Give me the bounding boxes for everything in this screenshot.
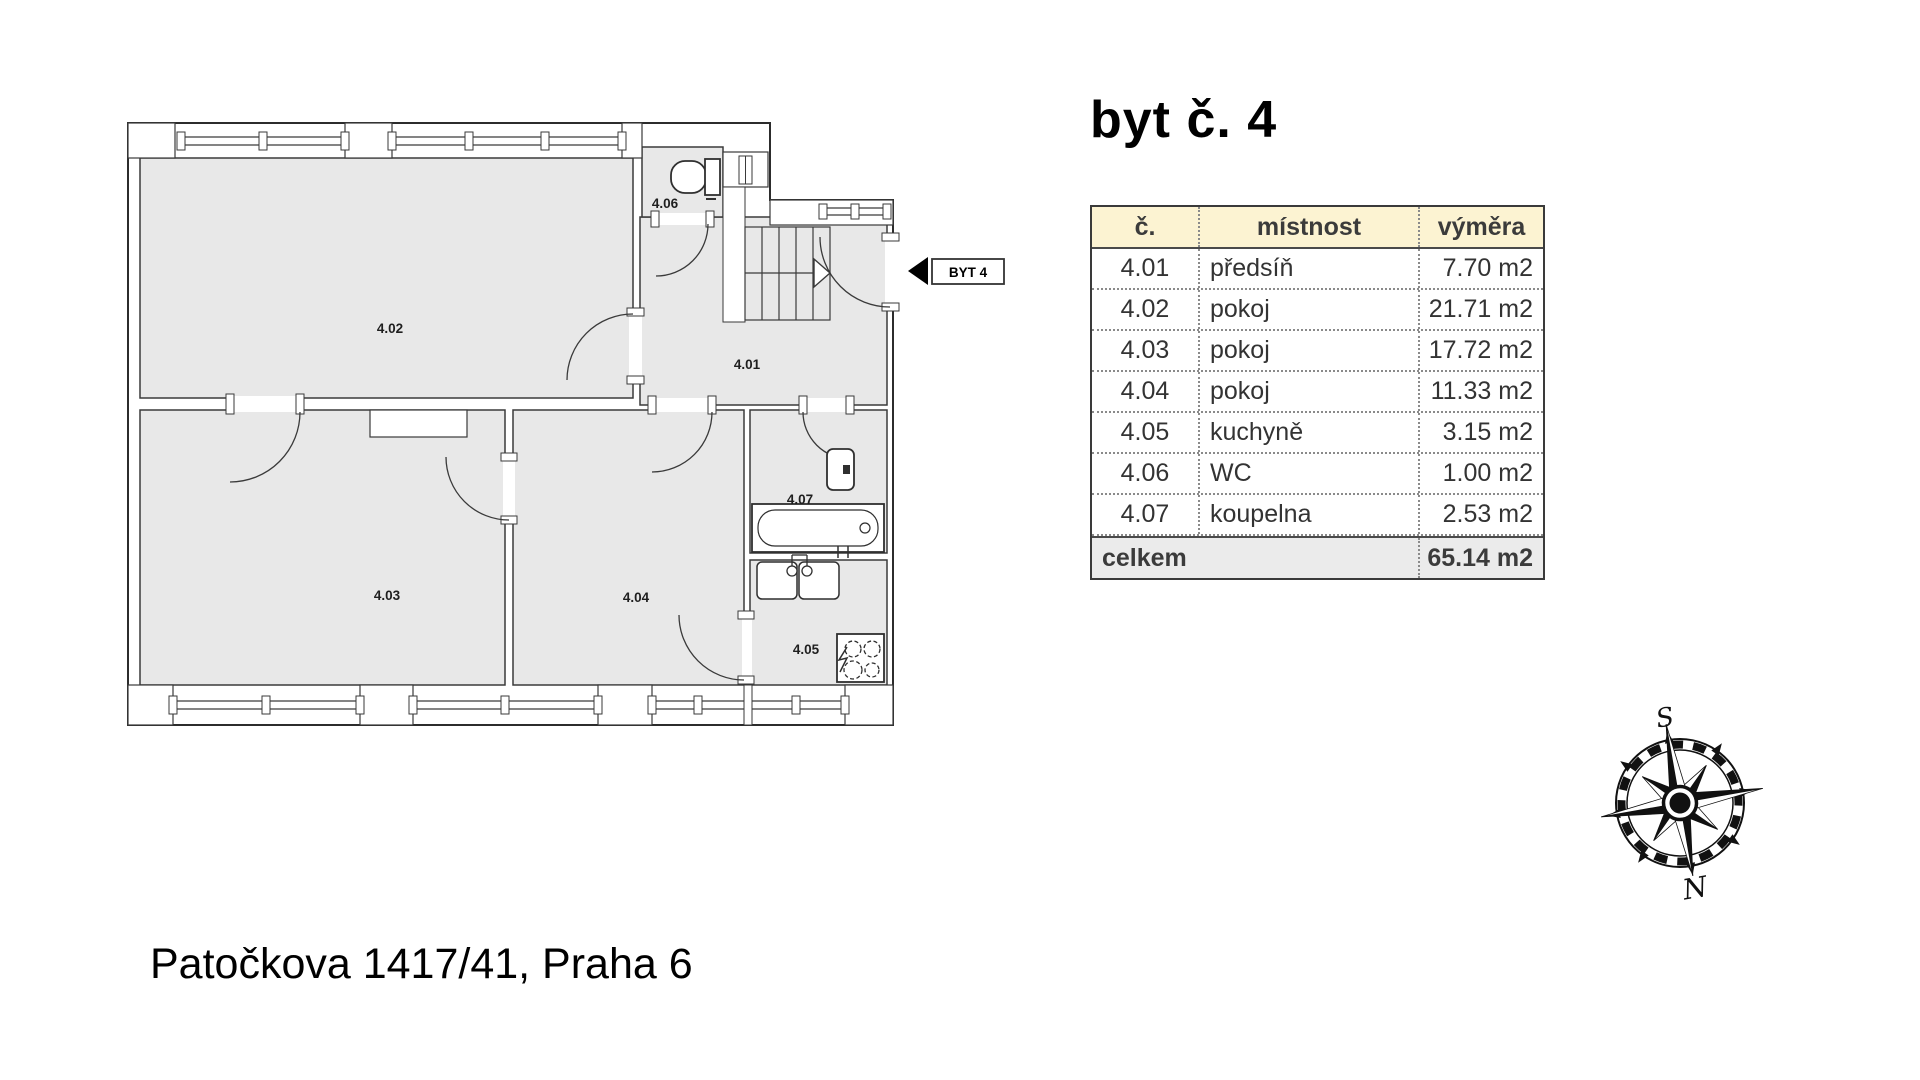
compass-south-letter: S: [1653, 701, 1677, 735]
entry-arrow-icon: [908, 257, 928, 285]
room-402: [140, 158, 633, 398]
stove-icon: [837, 634, 884, 682]
table-total-row: [1092, 536, 1543, 578]
room-label-403: 4.03: [373, 588, 401, 603]
header-area: výměra: [1437, 212, 1526, 241]
stairs: [745, 227, 830, 320]
room-label-404: 4.04: [622, 590, 650, 605]
room-label-401: 4.01: [733, 357, 761, 372]
table-header-row: [1092, 207, 1543, 249]
table-row: 4.07 koupelna 2.53 m2: [1092, 495, 1543, 536]
washbasin-icon: [827, 449, 854, 490]
room-label-402: 4.02: [376, 321, 404, 336]
table-row: 4.03 pokoj 17.72 m2: [1092, 331, 1543, 372]
table-row: 4.02 pokoj 21.71 m2: [1092, 290, 1543, 331]
header-number: č.: [1092, 207, 1200, 247]
stair-window: [770, 200, 893, 225]
room-404: [513, 410, 744, 685]
room-label-407: 4.07: [786, 492, 814, 507]
vestibule-wall: [723, 187, 745, 322]
table-row: 4.01 předsíň 7.70 m2: [1092, 249, 1543, 290]
bathtub-icon: [752, 504, 884, 558]
compass-rose: [1580, 690, 1780, 920]
header-room: místnost: [1200, 207, 1420, 247]
room-label-406: 4.06: [651, 196, 679, 211]
total-area: 65.14 m2: [1427, 543, 1533, 572]
table-row: 4.05 kuchyně 3.15 m2: [1092, 413, 1543, 454]
compass-north-letter: N: [1680, 869, 1710, 907]
table-row: 4.06 WC 1.00 m2: [1092, 454, 1543, 495]
room-table: [1090, 205, 1545, 580]
room-label-405: 4.05: [792, 642, 820, 657]
table-row: 4.04 pokoj 11.33 m2: [1092, 372, 1543, 413]
entry-label: BYT 4: [948, 265, 988, 280]
address-text: Patočkova 1417/41, Praha 6: [150, 940, 693, 988]
floor-plan: [100, 85, 1020, 740]
total-label: celkem: [1092, 538, 1420, 578]
page-title: byt č. 4: [1090, 91, 1278, 149]
room-403: [140, 410, 505, 685]
closet-notch: [370, 410, 467, 437]
